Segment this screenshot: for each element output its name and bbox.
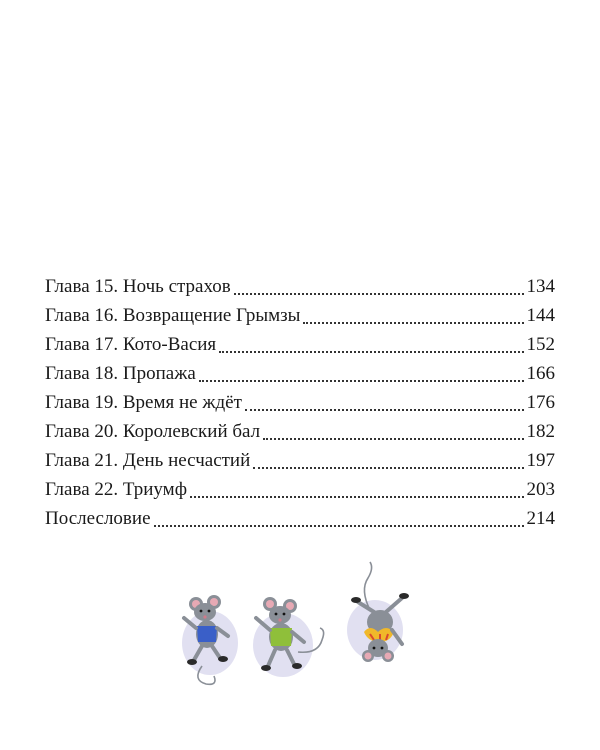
toc-entry-title: Глава 20. Королевский бал (45, 421, 261, 442)
mouse-cartwheel-illustration (340, 560, 415, 670)
toc-entry-page: 182 (526, 421, 555, 442)
toc-entry-page: 214 (526, 508, 555, 529)
toc-entry-title: Глава 21. День несчастий (45, 450, 251, 471)
toc-entry[interactable] (45, 446, 555, 475)
toc-entry-page: 134 (526, 276, 555, 297)
toc-entry-title: Глава 18. Пропажа (45, 363, 196, 384)
toc-entry[interactable] (45, 504, 555, 533)
toc-entry[interactable] (45, 388, 555, 417)
table-of-contents (45, 272, 555, 533)
toc-entry-page: 152 (526, 334, 555, 355)
toc-entry-page: 144 (526, 305, 555, 326)
mouse-blue-vest-illustration (180, 588, 250, 688)
toc-dot-leader (199, 380, 524, 382)
toc-entry[interactable] (45, 330, 555, 359)
toc-entry-title: Послесловие (45, 508, 151, 529)
toc-entry[interactable] (45, 272, 555, 301)
toc-dot-leader (263, 438, 523, 440)
toc-entry[interactable] (45, 417, 555, 446)
toc-dot-leader (253, 467, 523, 469)
toc-entry-page: 197 (526, 450, 555, 471)
toc-dot-leader (219, 351, 523, 353)
toc-entry-title: Глава 15. Ночь страхов (45, 276, 231, 297)
toc-dot-leader (154, 525, 524, 527)
toc-dot-leader (245, 409, 524, 411)
dancing-mice-illustration (180, 560, 420, 690)
toc-entry-title: Глава 19. Время не ждёт (45, 392, 242, 413)
toc-dot-leader (303, 322, 523, 324)
toc-entry-title: Глава 16. Возвращение Грымзы (45, 305, 301, 326)
toc-dot-leader (190, 496, 523, 498)
toc-dot-leader (234, 293, 524, 295)
toc-entry-page: 166 (526, 363, 555, 384)
toc-entry-page: 203 (526, 479, 555, 500)
toc-entry-title: Глава 17. Кото-Васия (45, 334, 217, 355)
mouse-green-vest-illustration (248, 590, 333, 690)
toc-entry[interactable] (45, 301, 555, 330)
toc-entry[interactable] (45, 475, 555, 504)
toc-entry-title: Глава 22. Триумф (45, 479, 188, 500)
toc-entry[interactable] (45, 359, 555, 388)
toc-entry-page: 176 (526, 392, 555, 413)
